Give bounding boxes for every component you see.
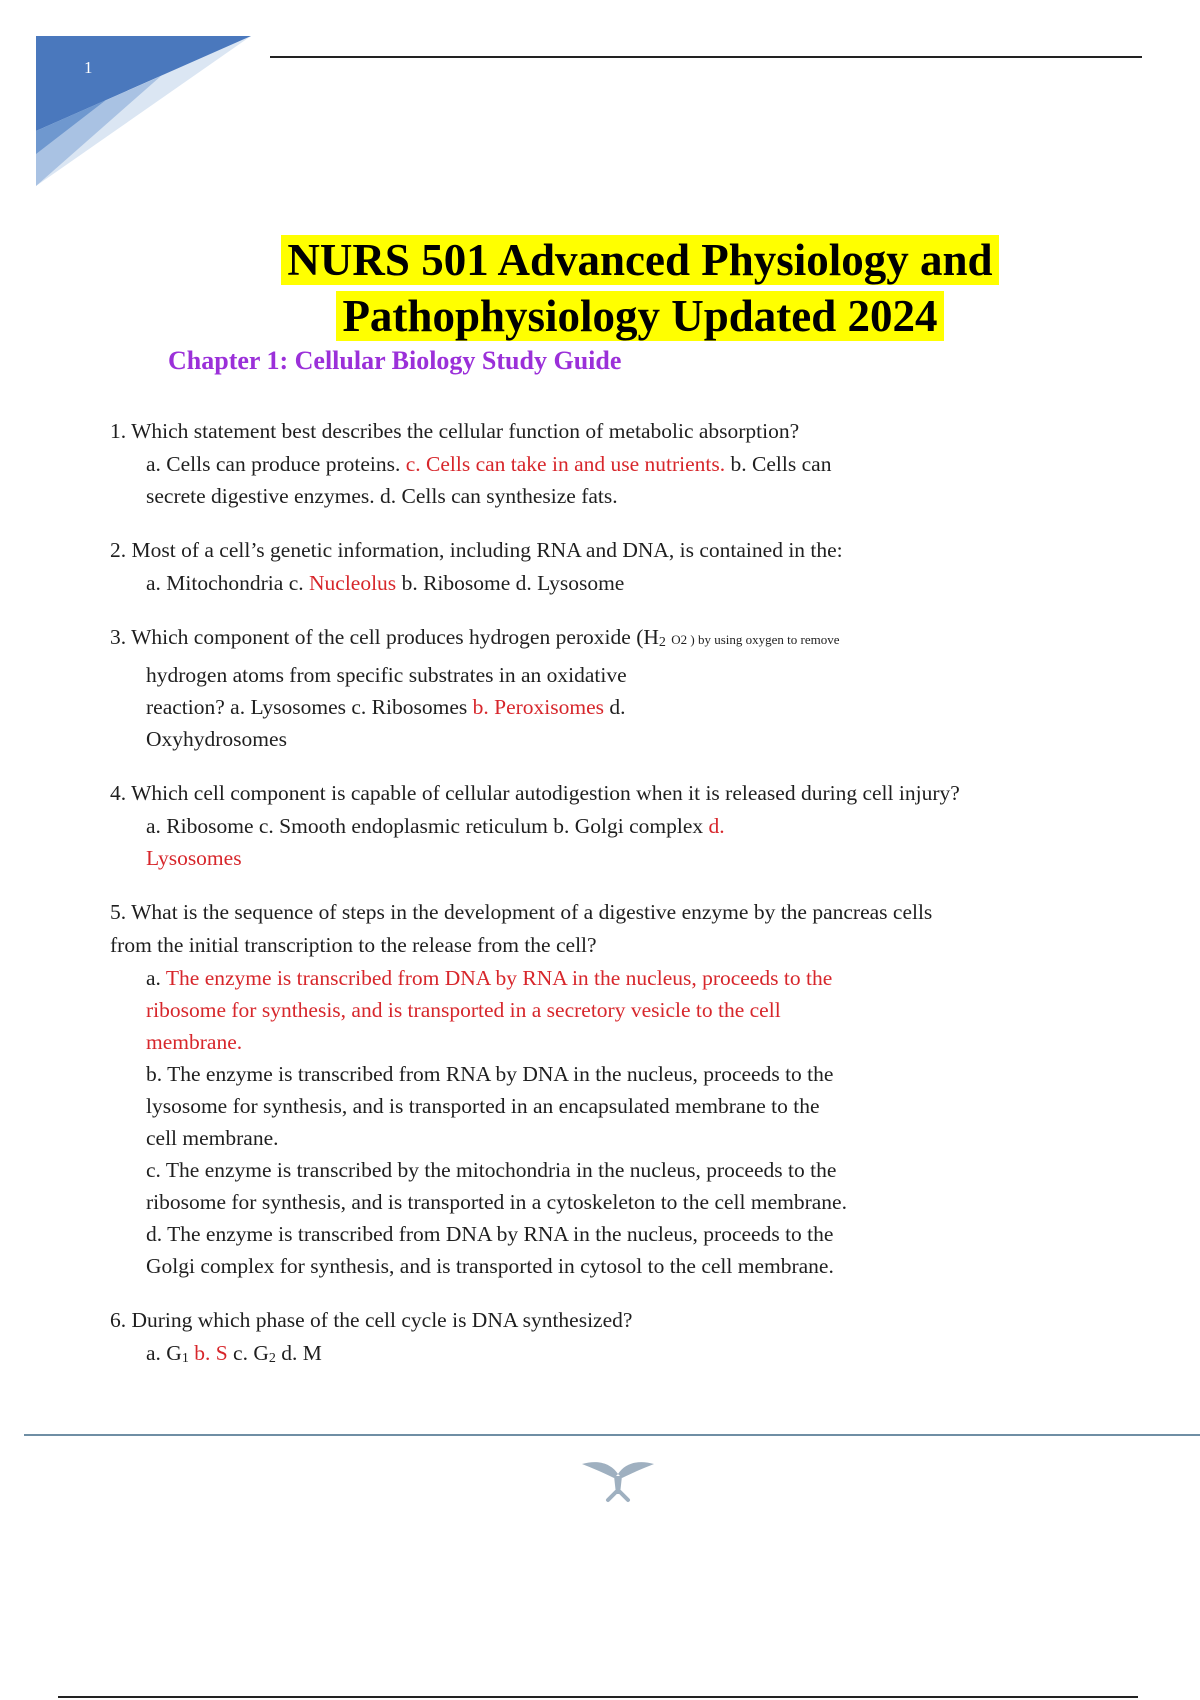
options-rest: secrete digestive enzymes. d. Cells can synthesize fats. (146, 484, 618, 508)
correct-answer: Nucleolus (309, 571, 397, 595)
title-line-2: Pathophysiology Updated 2024 (336, 291, 943, 341)
q3-line-2: hydrogen atoms from specific substrates in an oxidative (146, 663, 627, 687)
option-d: d. (609, 695, 626, 719)
question-text: 4. Which cell component is capable of cellular autodigestion when it is released during cell injury? (110, 781, 960, 805)
correct-answer-line-3: membrane. (146, 1030, 243, 1054)
question-text: 1. Which statement best describes the cellular function of metabolic absorption? (110, 419, 800, 443)
option-c-line-2: ribosome for synthesis, and is transported in a cytoskeleton to the cell membrane. (146, 1190, 847, 1214)
options-rest: b. Ribosome d. Lysosome (401, 571, 625, 595)
document-title (150, 232, 1130, 344)
subscript: 2 (268, 1351, 276, 1366)
header-rule (270, 56, 1142, 58)
answer-options (110, 1337, 1090, 1375)
option-b (146, 1058, 1090, 1154)
options: a. Ribosome c. Smooth endoplasmic reticulum b. Golgi complex (146, 814, 704, 838)
option-b-line-1: b. The enzyme is transcribed from RNA by DNA in the nucleus, proceeds to the (146, 1062, 834, 1086)
correct-answer: b. Peroxisomes (472, 695, 605, 719)
question-6 (110, 1304, 1090, 1375)
answer-options (110, 962, 1090, 1282)
option-c: c. G (233, 1341, 269, 1365)
q3-line-3: reaction? a. Lysosomes c. Ribosomes (146, 695, 468, 719)
corner-decoration (36, 36, 251, 186)
answer-options (110, 810, 1090, 874)
chapter-subtitle: Chapter 1: Cellular Biology Study Guide (168, 346, 622, 375)
option-d (146, 1218, 1090, 1282)
question-5 (110, 896, 1090, 1282)
option-c-line-1: c. The enzyme is transcribed by the mitochondria in the nucleus, proceeds to the (146, 1158, 837, 1182)
question-4 (110, 777, 1090, 874)
answer-options (110, 567, 1090, 599)
correct-answer: Lysosomes (146, 846, 242, 870)
option-a: a. Cells can produce proteins. (146, 452, 401, 476)
q3-text: 3. Which component of the cell produces hydrogen peroxide (H (110, 625, 659, 649)
option-b-line-2: lysosome for synthesis, and is transported in an encapsulated membrane to the (146, 1094, 820, 1118)
correct-answer: b. S (194, 1341, 228, 1365)
subscript: 1 (181, 1351, 189, 1366)
q5-line-2: from the initial transcription to the release from the cell? (110, 933, 597, 957)
correct-answer-prefix: d. (708, 814, 725, 838)
title-line-1: NURS 501 Advanced Physiology and (281, 235, 998, 285)
q3-line-4: Oxyhydrosomes (146, 727, 287, 751)
question-text (110, 621, 1090, 659)
option-b-line-3: cell membrane. (146, 1126, 279, 1150)
correct-answer: c. Cells can take in and use nutrients. (405, 452, 726, 476)
option-d-line-2: Golgi complex for synthesis, and is transported in cytosol to the cell membrane. (146, 1254, 834, 1278)
footer-rule (24, 1434, 1200, 1436)
option-a-prefix: a. (146, 966, 161, 990)
option-a (146, 962, 1090, 1058)
option-d: d. M (281, 1341, 322, 1365)
option-b: b. Cells can (730, 452, 832, 476)
question-text: 6. During which phase of the cell cycle is DNA synthesized? (110, 1308, 633, 1332)
bird-logo-icon (580, 1448, 656, 1504)
correct-answer: The enzyme is transcribed from DNA by RNA in the nucleus, proceeds to the (165, 966, 833, 990)
question-3 (110, 621, 1090, 755)
correct-answer-line-2: ribosome for synthesis, and is transported in a secretory vesicle to the cell (146, 998, 781, 1022)
option-d-line-1: d. The enzyme is transcribed from DNA by RNA in the nucleus, proceeds to the (146, 1222, 834, 1246)
answer-options (110, 659, 1090, 755)
subscript: 2 (658, 635, 666, 650)
option-a: a. Mitochondria c. (146, 571, 304, 595)
q5-line-1: 5. What is the sequence of steps in the development of a digestive enzyme by the pancreas cells (110, 900, 933, 924)
q3-small-text: O2 ) by using oxygen to remove (671, 632, 840, 647)
page-number: 1 (84, 58, 93, 77)
question-1 (110, 415, 1090, 512)
page-bottom-rule (58, 1696, 1138, 1698)
question-text (110, 896, 1090, 962)
question-2 (110, 534, 1090, 599)
answer-options (110, 448, 1090, 512)
option-a: a. G (146, 1341, 182, 1365)
option-c (146, 1154, 1090, 1218)
question-text: 2. Most of a cell’s genetic information, including RNA and DNA, is contained in the: (110, 538, 843, 562)
question-list (110, 415, 1090, 1375)
